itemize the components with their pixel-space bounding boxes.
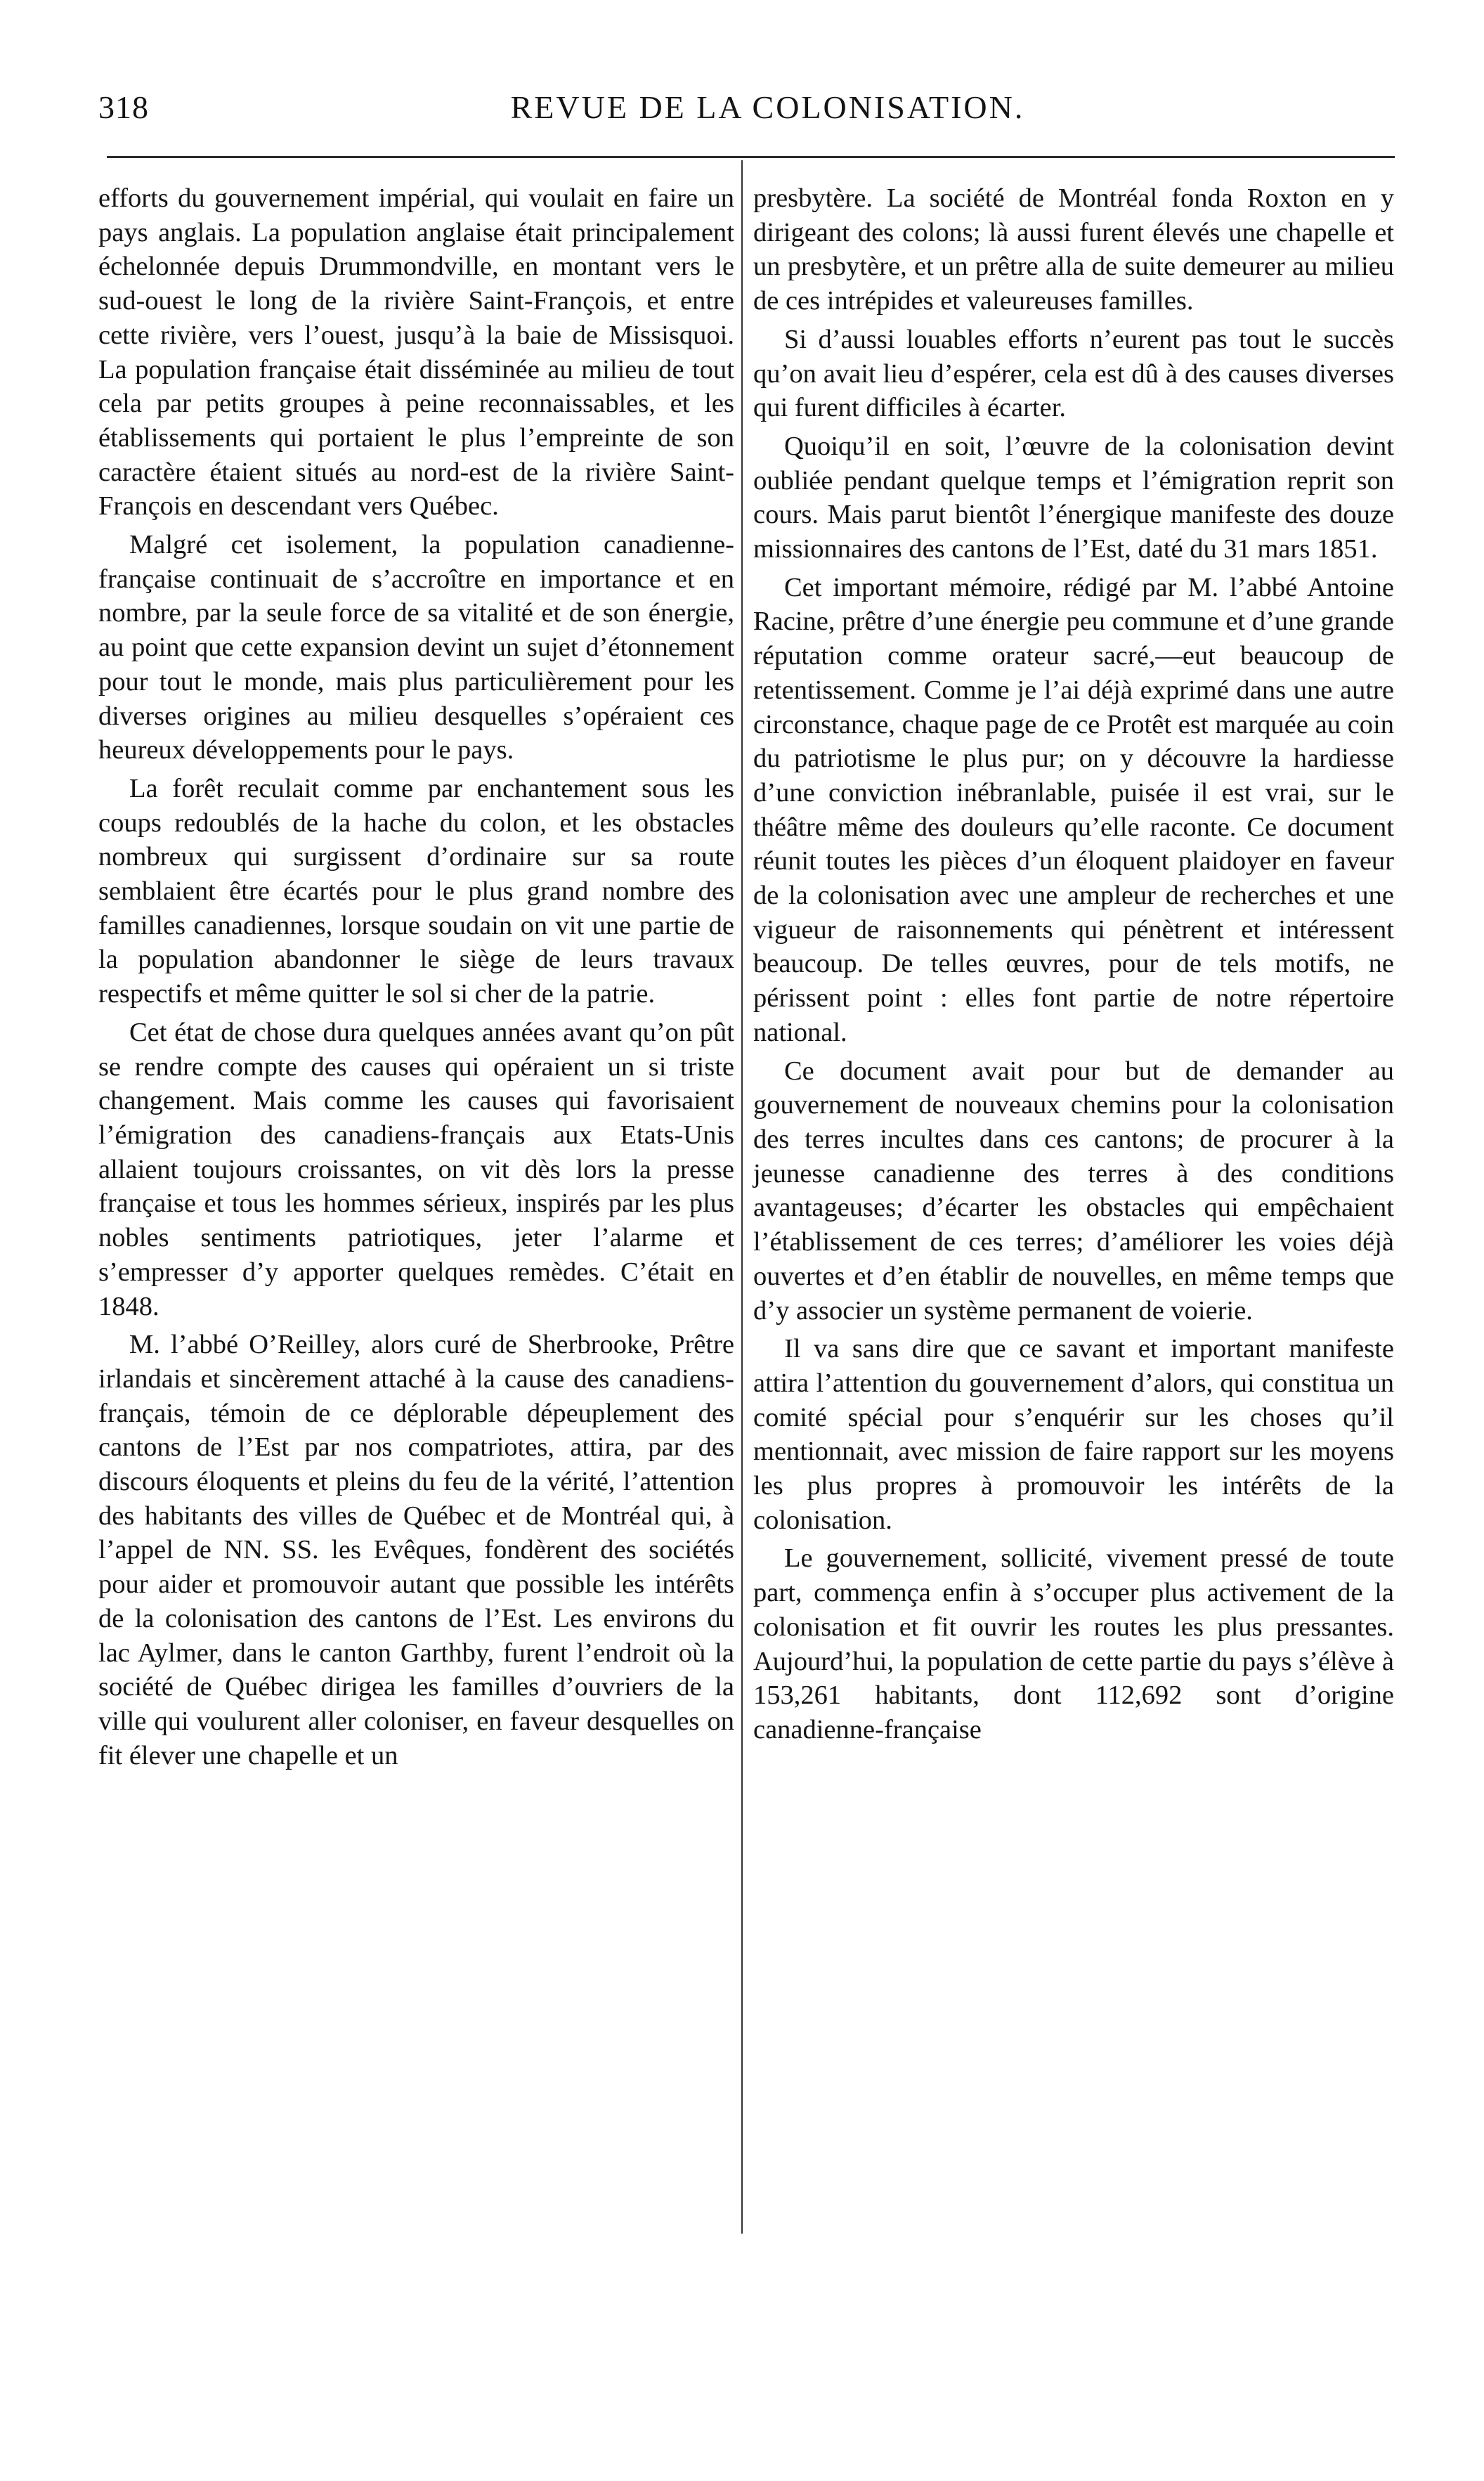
paragraph: efforts du gouvernement impérial, qui voulait en faire un pays anglais. La population anglaise était principalement échelonnée depuis Drummondville, en montant vers le sud-ouest le long de la rivière Saint-François, et entre cette rivière, vers l’ouest, jusqu’à la baie de Missisquoi. La population française était disséminée au milieu de tout cela par petits groupes à peine reconnaissables, et les établissements qui portaient le plus l’empreinte de son caractère étaient situés au nord-est de la rivière Saint-François en descendant vers Québec. <box>98 183 734 522</box>
left-column <box>98 181 734 1777</box>
paragraph: Si d’aussi louables efforts n’eurent pas tout le succès qu’on avait lieu d’espérer, cela est dû à des causes diverses qui furent difficiles à écarter. <box>753 324 1394 423</box>
right-column <box>753 181 1394 1751</box>
page-header <box>98 83 1395 139</box>
paragraph: Cet important mémoire, rédigé par M. l’abbé Antoine Racine, prêtre d’une énergie peu commune et d’une grande réputation comme orateur sacré,—eut beaucoup de retentissement. Comme je l’ai déjà exprimé dans une autre circonstance, chaque page de ce Protêt est marquée au coin du patriotisme le plus pur; on y découvre la hardiesse d’une conviction inébranlable, puisée il est vrai, sur le théâtre même des douleurs qu’elle raconte. Ce document réunit toutes les pièces d’un éloquent plaidoyer en faveur de la colonisation avec une ampleur de recherches et une vigueur de raisonnements qui pénètrent et intéressent beaucoup. De telles œuvres, pour de tels motifs, ne périssent point : elles font partie de notre répertoire national. <box>753 572 1394 1047</box>
paragraph: M. l’abbé O’Reilley, alors curé de Sherbrooke, Prêtre irlandais et sincèrement attaché à la cause des canadiens-français, témoin de ce déplorable dépeuplement des cantons de l’Est par nos compatriotes, attira, par des discours éloquents et pleins du feu de la vérité, l’attention des habitants des villes de Québec et de Montréal qui, à l’appel de NN. SS. les Evêques, fondèrent des sociétés pour aider et promouvoir autant que possible les intérêts de la colonisation des cantons de l’Est. Les environs du lac Aylmer, dans le canton Garthby, furent l’endroit où la société de Québec dirigea les familles d’ouvriers de la ville qui voulurent aller coloniser, en faveur desquelles on fit élever une chapelle et un <box>98 1330 734 1770</box>
paragraph: La forêt reculait comme par enchantement sous les coups redoublés de la hache du colon, et les obstacles nombreux qui surgissent d’ordinaire sur sa route semblaient être écartés pour le plus grand nombre des familles canadiennes, lorsque soudain on vit une partie de la population abandonner le siège de leurs travaux respectifs et même quitter le sol si cher de la patrie. <box>98 773 734 1009</box>
paragraph: Le gouvernement, sollicité, vivement pressé de toute part, commença enfin à s’occuper plus activement de la colonisation et fit ouvrir les routes les plus pressantes. Aujourd’hui, la population de cette partie du pays s’élève à 153,261 habitants, dont 112,692 sont d’origine canadienne-française <box>753 1543 1394 1744</box>
paragraph: presbytère. La société de Montréal fonda Roxton en y dirigeant des colons; là aussi furent élevés une chapelle et un presbytère, et un prêtre alla de suite demeurer au milieu de ces intrépides et valeureuses familles. <box>753 183 1394 316</box>
paragraph: Il va sans dire que ce savant et important manifeste attira l’attention du gouvernement d’alors, qui constitua un comité spécial pour s’enquérir sur les choses qu’il mentionnait, avec mission de faire rapport sur les moyens les plus propres à promouvoir les intérêts de la colonisation. <box>753 1334 1394 1535</box>
paragraph: Malgré cet isolement, la population canadienne-française continuait de s’accroître en importance et en nombre, par la seule force de sa vitalité et de son énergie, au point que cette expansion devint un sujet d’étonnement pour tout le monde, mais plus particulièrement pour les diverses origines au milieu desquelles s’opéraient ces heureux développements pour le pays. <box>98 530 734 765</box>
paragraph: Quoiqu’il en soit, l’œuvre de la colonisation devint oubliée pendant quelque temps et l’émigration reprit son cours. Mais parut bientôt l’énergique manifeste des douze missionnaires des cantons de l’Est, daté du 31 mars 1851. <box>753 431 1394 564</box>
running-title: REVUE DE LA COLONISATION. <box>510 89 1025 125</box>
paragraph: Cet état de chose dura quelques années avant qu’on pût se rendre compte des causes qui opéraient un si triste changement. Mais comme les causes qui favorisaient l’émigration des canadiens-français aux Etats-Unis allaient toujours croissantes, on vit dès lors la presse française et tous les hommes sérieux, inspirés par les plus nobles sentiments patriotiques, jeter l’alarme et s’empresser d’y apporter quelques remèdes. C’était en 1848. <box>98 1017 734 1321</box>
header-rule <box>107 156 1395 158</box>
paragraph: Ce document avait pour but de demander au gouvernement de nouveaux chemins pour la colonisation des terres incultes dans ces cantons; de procurer à la jeunesse canadienne des terres à des conditions avantageuses; d’écarter les obstacles qui empêchaient l’établissement de ces terres; d’améliorer les voies déjà ouvertes et d’en établir de nouvelles, en même temps que d’y associer un système permanent de voierie. <box>753 1056 1394 1326</box>
page-number: 318 <box>98 89 149 125</box>
column-divider <box>741 160 743 2234</box>
